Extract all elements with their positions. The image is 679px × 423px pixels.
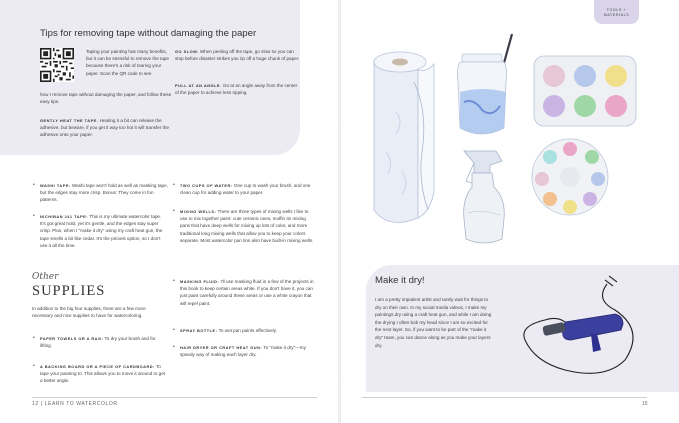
heat-gun-icon [505, 270, 655, 385]
page-number-right: 15 [642, 401, 648, 407]
round-flower-palette-icon [528, 135, 613, 220]
list-item [33, 363, 168, 385]
item-label: PAPER TOWELS OR A RAG: [40, 336, 104, 341]
section-tab-label: TOOLS + MATERIALS [603, 8, 630, 17]
bullet-icon: • [173, 208, 175, 214]
qr-code-icon[interactable] [40, 48, 74, 82]
tip-gentle-heat [40, 117, 170, 139]
bullet-icon: • [33, 213, 35, 219]
section-heading: SUPPLIES [32, 283, 106, 299]
item-text: One cup to wash your brush, and one clean cup for adding water to your paper. [180, 183, 311, 196]
folio-rule-left [32, 397, 317, 398]
item-label: A BACKING BOARD OR A PIECE OF CARDBOARD: [40, 364, 155, 369]
list-item [33, 213, 168, 249]
tip-label: PULL AT AN ANGLE. [175, 83, 222, 88]
page-number-left: 12 | LEARN TO WATERCOLOR [32, 401, 118, 407]
muffin-tin-palette-icon [530, 52, 640, 132]
bullet-icon: • [173, 182, 175, 188]
make-it-dry-text: I am a pretty impatient artist and rarely wait for things to dry on their own. In my social media videos, I make my paintings dry using a craft heat gun, and while I am doing the drying I often bob my head since I am so excited for the next layer. So, if you want to be part of the "make it dry" team, you can dance along as you make your layers dry. [375, 297, 492, 348]
list-item [173, 182, 315, 196]
item-text: There are three types of mixing wells I like to use to mix together paint: cute ceramic ones, muffin tin mixing pans that have deep wells for mixing up lots of color, and more traditional long mixing wells that allow you to keep your colors separate. Most watercolor pan tins also have built-in mixing wells. [180, 209, 314, 243]
paper-towel-roll-icon [366, 42, 441, 237]
folio-rule-right [362, 397, 647, 398]
section-script-heading: Other [32, 272, 59, 282]
item-text: To dry your brush and for lifting. [40, 336, 156, 349]
item-text: To wet pan paints effectively. [218, 328, 277, 333]
list-item [33, 182, 168, 204]
item-label: MASKING FLUID: [180, 279, 220, 284]
item-label: NICHIBAN 241 TAPE: [40, 214, 89, 219]
book-gutter [338, 0, 341, 423]
list-item [33, 335, 168, 349]
section-intro: In addition to the big four supplies, there are a few more necessary and nice supplies to have for watercoloring. [32, 306, 146, 319]
item-label: SPRAY BOTTLE: [180, 328, 218, 333]
item-text: I'll use masking fluid in a few of the projects in this book to keep certain areas white. If you don't have it, you can just paint carefully around these areas or use a white crayon that will repel paint. [180, 279, 314, 306]
tip-label: GENTLY HEAT THE TAPE. [40, 118, 99, 123]
tips-intro: Taping your painting has many benefits, but it can be stressful to remove the tape because there's a risk of tearing your paper. Scan the QR code to see [86, 49, 169, 76]
item-text: This is my ultimate watercolor tape. It's got great hold, yet it's gentle, and the edges stay super crisp. Plus, when I "make it dry" using my craft heat gun, the tape smells a bit like cedar. It's the priciest option, so I don't use it all the time. [40, 214, 163, 248]
tip-go-slow [175, 48, 300, 62]
tip-label: GO SLOW. [175, 49, 199, 54]
list-item [173, 344, 315, 358]
item-text: Washi tape won't hold as well as masking tape, but the edges stay more crisp. Bonus: They come in fun patterns. [40, 183, 168, 203]
tip-text: Heating it a bit can release the adhesive, but beware, if you get it way too hot it will transfer the adhesive onto your paper. [40, 118, 169, 138]
item-label: TWO CUPS OF WATER: [180, 183, 233, 188]
bullet-icon: • [173, 327, 175, 333]
water-jar-with-brush-icon [452, 32, 522, 140]
item-label: MIXING WELLS: [180, 209, 217, 214]
item-label: WASHI TAPE: [40, 183, 71, 188]
item-label: HAIR DRYER OR CRAFT HEAT GUN: [180, 345, 263, 350]
tip-pull-angle [175, 82, 300, 96]
tips-intro-continued: how I remove tape without damaging the paper, and follow these easy tips. [40, 92, 172, 105]
list-item [173, 278, 315, 307]
list-item [173, 208, 315, 244]
tip-text: When peeling off the tape, go slow so you can stop before disaster strikes you rip off a huge chunk of paper. [175, 49, 300, 62]
bullet-icon: • [33, 363, 35, 369]
bullet-icon: • [33, 335, 35, 341]
section-tab[interactable] [594, 0, 639, 24]
make-it-dry-title: Make it dry! [375, 275, 425, 286]
bullet-icon: • [173, 278, 175, 284]
tips-title: Tips for removing tape without damaging the paper [40, 28, 257, 39]
item-text: To "make it dry"—my speedy way of making each layer dry. [180, 345, 306, 358]
tip-text: Go at an angle away from the center of the paper to achieve less ripping. [175, 83, 298, 96]
bullet-icon: • [33, 182, 35, 188]
bullet-icon: • [173, 344, 175, 350]
spray-bottle-icon [444, 143, 524, 248]
list-item [173, 327, 315, 334]
item-text: To tape your painting to. This allows you to move it around to get a better angle. [40, 364, 166, 384]
